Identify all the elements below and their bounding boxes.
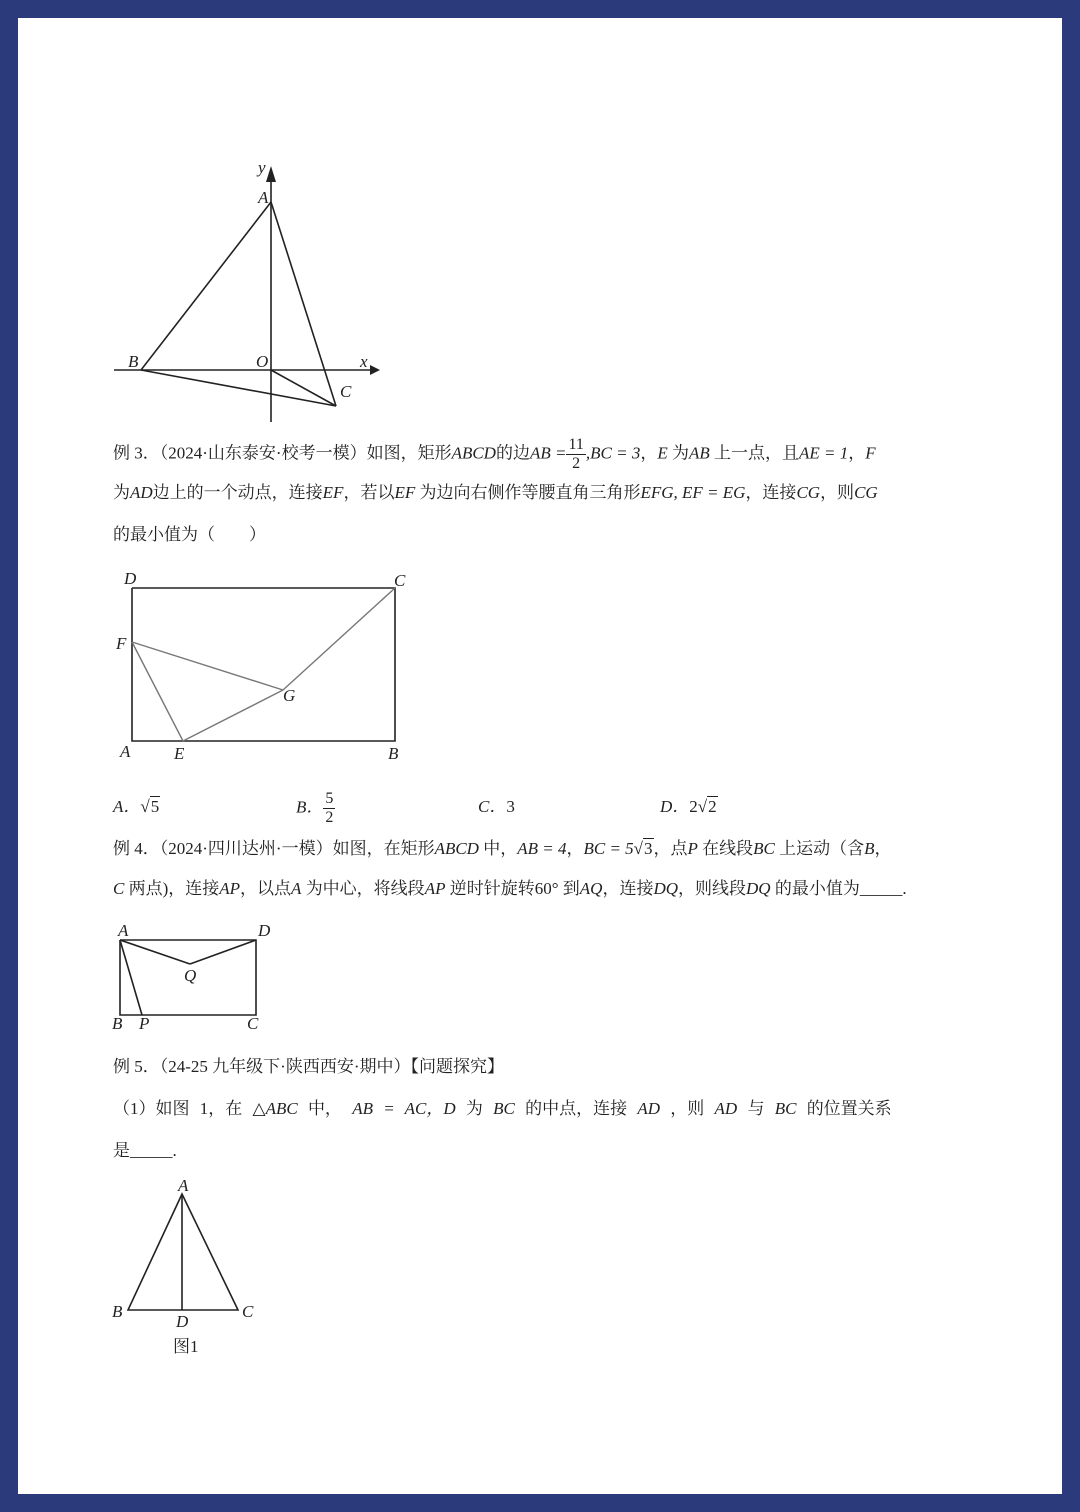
tri-label-b: B	[112, 1302, 123, 1321]
small-label-d: D	[258, 921, 271, 940]
rect-label-c: C	[394, 571, 406, 590]
fraction-five-halves: $\frac{5}{2}$	[325, 790, 334, 826]
rect-label-d: D	[124, 569, 137, 588]
segment-fe	[132, 642, 183, 741]
document-page	[18, 18, 1062, 1494]
rect-label-b: B	[388, 744, 399, 763]
axis-label-y: y	[258, 158, 266, 177]
segment-ap	[120, 940, 142, 1015]
segment-fg	[132, 642, 283, 690]
option-c[interactable]: C．3	[478, 797, 515, 816]
small-label-q: Q	[184, 966, 197, 985]
tri-label-a: A	[178, 1176, 189, 1195]
tri-label-c: C	[242, 1302, 254, 1321]
segment-gc	[283, 588, 395, 690]
y-axis-arrow	[266, 166, 276, 182]
tri-label-d: D	[176, 1312, 189, 1331]
rect-label-g: G	[283, 686, 296, 705]
segment-dq	[190, 940, 256, 964]
example-5-line-1: （1）如图 1，在 △ABC 中， AB = AC，D 为 BC 的中点，连接 AD ，则 AD 与 BC 的位置关系	[113, 1099, 892, 1118]
option-b[interactable]: B． $\frac{5}{2}$	[296, 790, 334, 826]
example-4-line-2: C 两点)，连接AP，以点A 为中心，将线段AP 逆时针旋转60° 到AQ，连接DQ，则线段DQ 的最小值为_____.	[113, 879, 907, 898]
example-4-line-1: 例 4．（2024·四川达州·一模）如图，在矩形ABCD 中，AB = 4，BC = 5√3，点P 在线段BC 上运动（含B，	[113, 839, 892, 858]
example-3-line-2: 为AD边上的一个动点，连接EF，若以EF 为边向右侧作等腰直角三角形EFG, EF = EG，连接CG，则CG	[113, 483, 878, 502]
example-5-title: 例 5．（24-25 九年级下·陕西西安·期中）【问题探究】	[113, 1057, 504, 1076]
example-5-line-2: 是_____.	[113, 1141, 177, 1160]
segment-aq	[120, 940, 190, 964]
figure-caption: 图1	[173, 1337, 199, 1356]
rect-label-f: F	[116, 634, 127, 653]
small-label-a: A	[118, 921, 129, 940]
segment-ab	[141, 202, 271, 370]
small-label-p: P	[139, 1014, 150, 1033]
isosceles-triangle-figure	[118, 1186, 258, 1316]
option-d[interactable]: D．2√2	[660, 797, 717, 816]
segment-bc	[141, 370, 336, 406]
example-3-line-3: 的最小值为（ ）	[113, 525, 266, 544]
option-a[interactable]: A．√5	[113, 797, 160, 816]
rectangle-efg-figure	[118, 578, 418, 778]
x-axis-arrow	[370, 365, 380, 375]
rect-label-e: E	[174, 744, 185, 763]
triangle-abc	[128, 1194, 238, 1310]
example-3-line-1: 例 3．（2024·山东泰安·校考一模）如图，矩形ABCD的边AB = $\frac{11}{2}$ ,BC = 3，E 为AB 上一点，且AE = 1，F	[113, 436, 876, 472]
segment-eg	[183, 690, 283, 741]
point-label-c: C	[340, 382, 352, 401]
point-label-a: A	[258, 188, 269, 207]
fraction-eleven-halves: $\frac{11}{2}$	[568, 436, 584, 472]
small-label-b: B	[112, 1014, 123, 1033]
sqrt-symbol: √	[140, 797, 150, 816]
rect-label-a: A	[120, 742, 131, 761]
sqrt-symbol: √	[697, 797, 708, 816]
axis-label-x: x	[360, 352, 368, 371]
small-label-c: C	[247, 1014, 259, 1033]
point-label-b: B	[128, 352, 139, 371]
sqrt-symbol: √	[633, 839, 644, 858]
point-label-o: O	[256, 352, 269, 371]
